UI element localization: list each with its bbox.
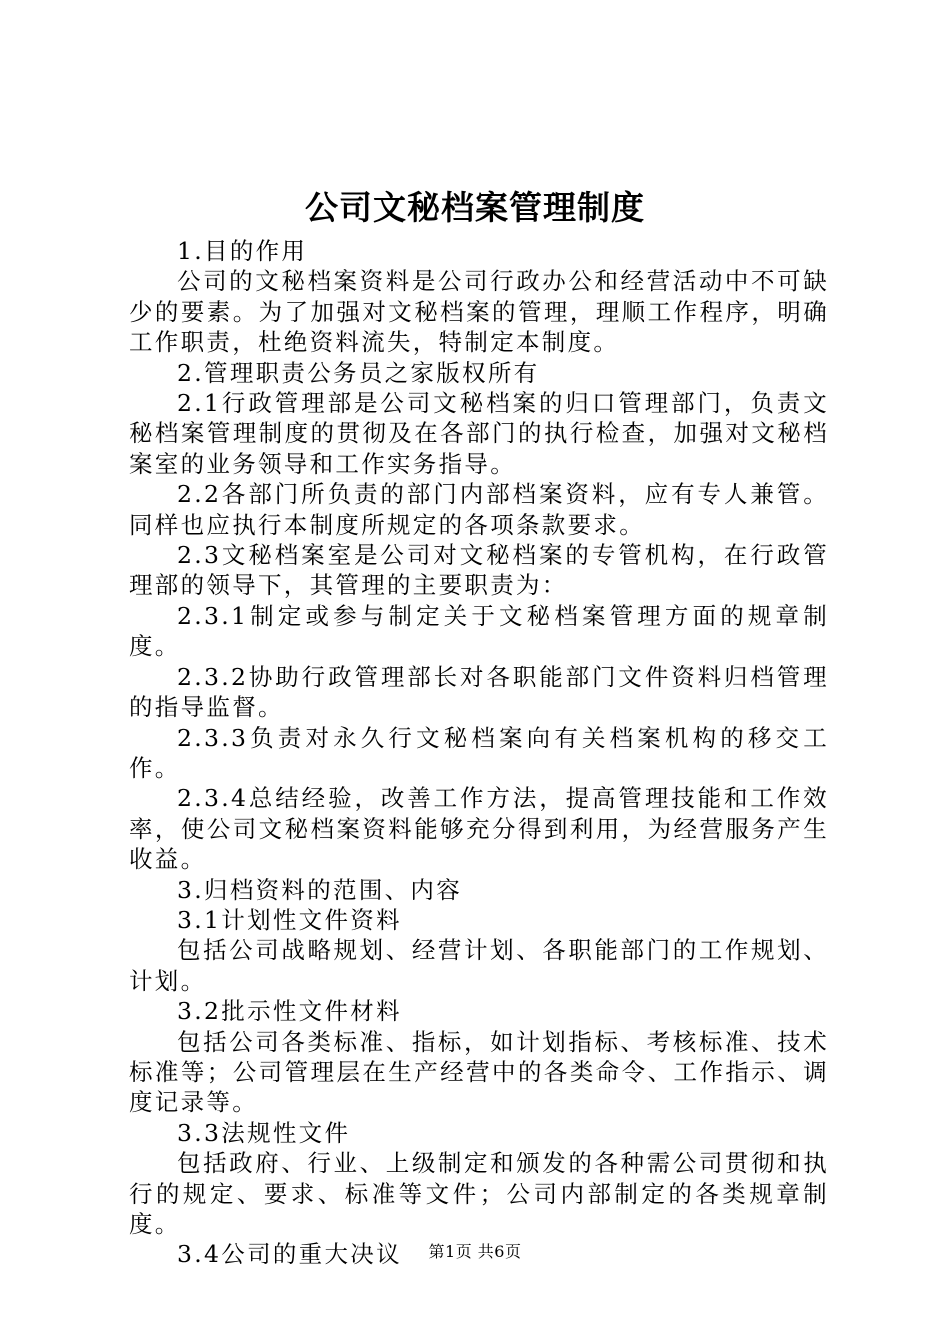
page-number-footer: 第1页 共6页 [428,1242,522,1261]
paragraph: 包括公司战略规划、经营计划、各职能部门的工作规划、计划。 [129,936,829,995]
paragraph: 3.归档资料的范围、内容 [177,875,463,904]
paragraph: 2.管理职责公务员之家版权所有 [177,358,540,387]
paragraph: 2.3.4总结经验，改善工作方法，提高管理技能和工作效率，使公司文秘档案资料能够充分得到利用，为经营服务产生收益。 [129,784,829,874]
paragraph: 3.3法规性文件 [177,1118,351,1147]
paragraph: 3.1计划性文件资料 [177,905,402,934]
paragraph: 包括政府、行业、上级制定和颁发的各种需公司贯彻和执行的规定、要求、标准等文件；公司内部制定的各类规章制度。 [129,1149,829,1238]
document-body [129,236,829,1270]
paragraph: 2.1行政管理部是公司文秘档案的归口管理部门，负责文秘档案管理制度的贯彻及在各部门的执行检查，加强对文秘档案室的业务领导和工作实务指导。 [129,389,829,478]
paragraph: 3.4公司的重大决议 [177,1240,402,1269]
paragraph: 2.2各部门所负责的部门内部档案资料，应有专人兼管。同样也应执行本制度所规定的各项条款要求。 [129,480,829,539]
document-title: 公司文秘档案管理制度 [305,188,645,227]
paragraph: 2.3.1制定或参与制定关于文秘档案管理方面的规章制度。 [129,601,829,661]
paragraph: 1.目的作用 [177,237,308,265]
paragraph: 包括公司各类标准、指标，如计划指标、考核标准、技术标准等；公司管理层在生产经营中的各类命令、工作指示、调度记录等。 [129,1027,829,1117]
paragraph: 2.3.2协助行政管理部长对各职能部门文件资料归档管理的指导监督。 [129,662,829,722]
paragraph: 公司的文秘档案资料是公司行政办公和经营活动中不可缺少的要素。为了加强对文秘档案的管理，理顺工作程序，明确工作职责，杜绝资料流失，特制定本制度。 [129,267,829,357]
paragraph: 2.3.3负责对永久行文秘档案向有关档案机构的移交工作。 [129,723,829,782]
paragraph: 3.2批示性文件材料 [177,997,402,1026]
paragraph: 2.3文秘档案室是公司对文秘档案的专管机构，在行政管理部的领导下，其管理的主要职责为： [129,541,829,600]
